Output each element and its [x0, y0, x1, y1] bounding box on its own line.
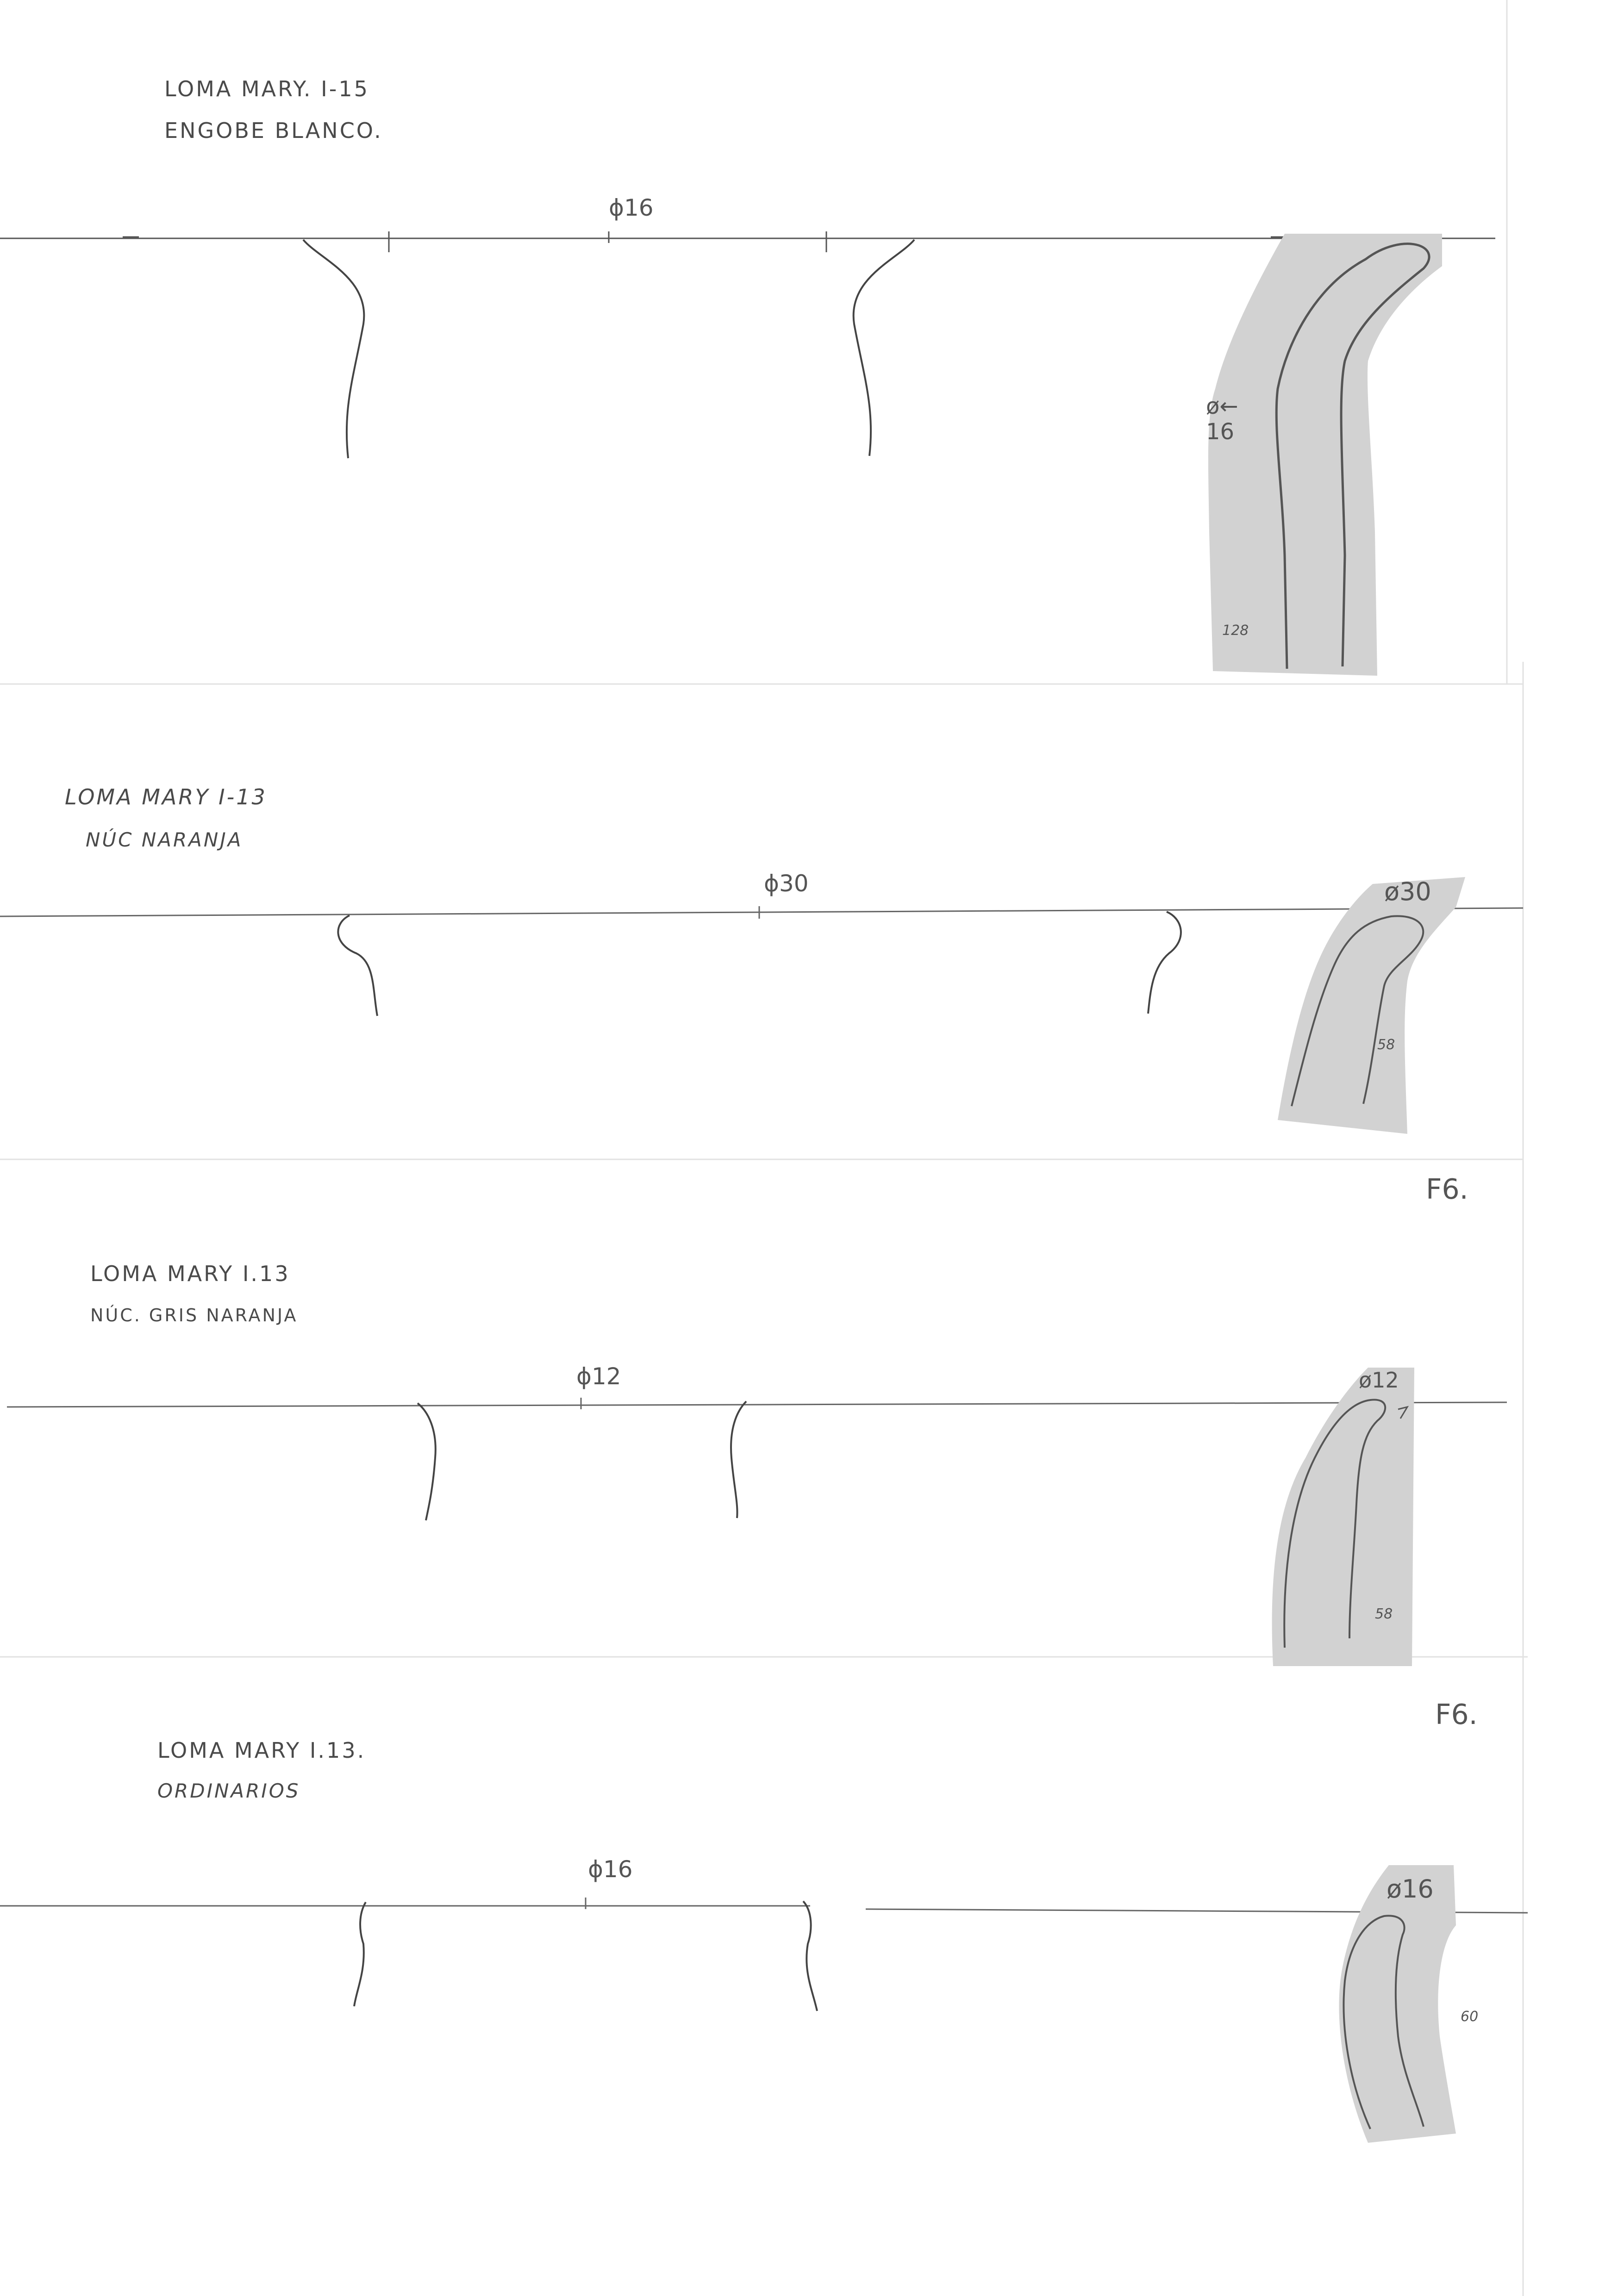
sheet-1-title: LOMA MARY. I-15 — [164, 76, 369, 101]
sheet-1-profile-right — [854, 240, 914, 456]
sheet-1-profile-left — [303, 240, 364, 458]
sheet-3-title: LOMA MARY I.13 — [90, 1261, 290, 1286]
sheet-2-profile-left — [338, 915, 377, 1016]
sheet-2-sherd-number: 58 — [1377, 1037, 1395, 1053]
sheet-4-sherd-diameter-label: ø16 — [1387, 1874, 1434, 1904]
sheet-4-profile-right — [803, 1901, 817, 2011]
sheet-2-diameter-label: ϕ30 — [764, 870, 809, 897]
sheet-2-subtitle: NÚC NARANJA — [86, 828, 243, 851]
sheet-2-title: LOMA MARY I-13 — [65, 784, 267, 809]
sheet-3-figure-mark: F6. — [1426, 1173, 1468, 1206]
sheet-3-diameter-label: ϕ12 — [576, 1363, 621, 1390]
sheet-4-subtitle: ORDINARIOS — [157, 1780, 300, 1802]
sheet-1-subtitle: ENGOBE BLANCO. — [164, 118, 383, 143]
sheet-4-drawing — [0, 1865, 1528, 2143]
sheet-3-profile-left — [418, 1403, 436, 1520]
sheet-4-title: LOMA MARY I.13. — [157, 1738, 366, 1763]
sheet-2-profile-right — [1148, 912, 1181, 1014]
sheet-3-subtitle: NÚC. GRIS NARANJA — [90, 1305, 298, 1325]
sheet-1-drawing — [0, 231, 1495, 676]
sheet-4-diameter-label: ϕ16 — [588, 1856, 633, 1883]
sheet-4-figure-mark: F6. — [1435, 1699, 1478, 1731]
sheet-1-sherd-card — [1208, 234, 1442, 676]
sheet-1-diameter-label: ϕ16 — [609, 194, 654, 221]
sheet-1-sherd-diameter-value: 16 — [1206, 419, 1235, 445]
sheet-4-profile-left — [354, 1902, 366, 2006]
sheet-3-sherd-number: 58 — [1375, 1606, 1393, 1622]
sheet-4-sherd-number: 60 — [1461, 2009, 1479, 2025]
sheet-2-sherd-card — [1278, 877, 1465, 1134]
sheet-3-drawing — [7, 1368, 1507, 1666]
sheet-1-sherd-diameter-label: ø← — [1206, 393, 1238, 419]
sheet-3-sherd-diameter-label: ø12 — [1359, 1368, 1399, 1393]
sheet-3-profile-right — [731, 1401, 746, 1518]
sheet-3-rim-line — [7, 1402, 1507, 1407]
sheet-2-drawing — [0, 877, 1523, 1134]
sheet-2-rim-line — [0, 908, 1523, 916]
sheet-1-sherd-number: 128 — [1222, 622, 1249, 639]
sheet-4-sherd-card — [1339, 1865, 1456, 2143]
sheet-2-sherd-diameter-label: ø30 — [1384, 877, 1431, 906]
sheet-3-sherd-card — [1272, 1368, 1414, 1666]
